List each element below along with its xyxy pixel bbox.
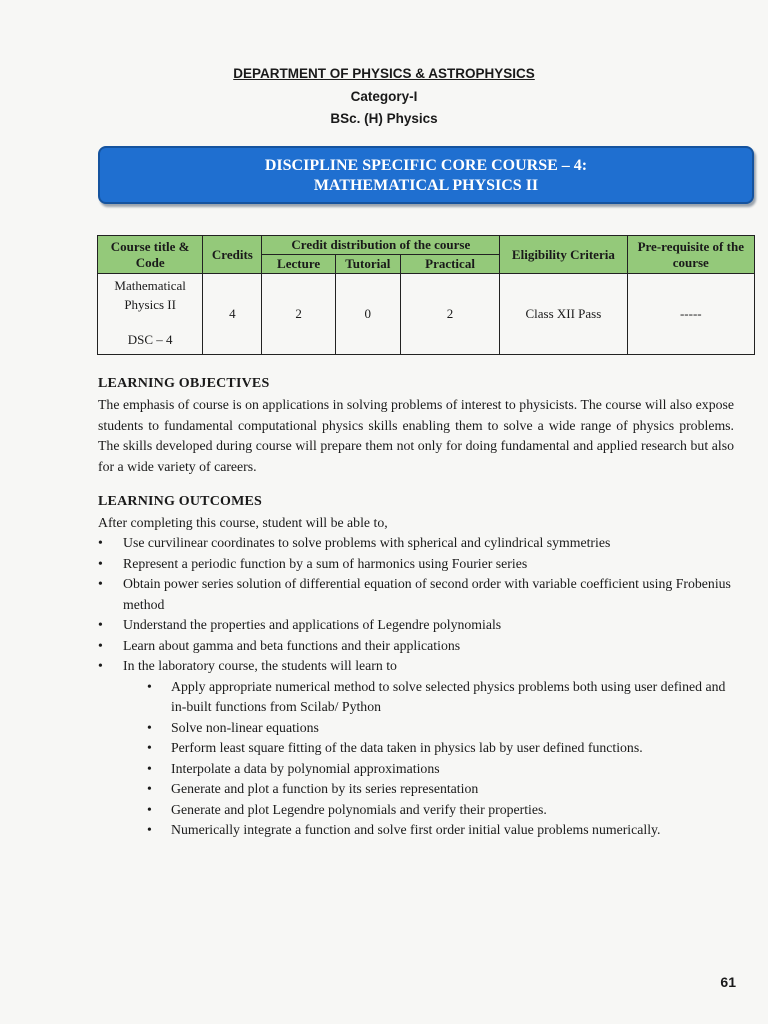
outcomes-list xyxy=(98,533,738,841)
lab-outcomes-list xyxy=(123,677,738,841)
course-table xyxy=(97,235,755,355)
category-heading: Category-I xyxy=(350,89,418,104)
list-item: • Use curvilinear coordinates to solve problems with spherical and cylindrical symmetries xyxy=(98,535,611,550)
list-item: • Interpolate a data by polynomial approximations xyxy=(147,760,440,776)
course-banner xyxy=(98,146,754,204)
outcomes-heading: LEARNING OUTCOMES xyxy=(98,494,263,509)
outcomes-intro: After completing this course, student will be able to, xyxy=(98,515,388,530)
course-code: DSC – 4 xyxy=(127,332,173,347)
list-item: • Numerically integrate a function and solve first order initial value problems numerically. xyxy=(147,822,661,837)
objectives-text: The emphasis of course is on applications in solving problems of interest to physicists. The course will also expose students to fundamental computational physics skills enabling them to solve a wide range of physics problems. The skills developed during course will prepare them not only for doing fundamental and applied research but also for a wide variety of careers. xyxy=(98,397,734,474)
header-eligibility: Eligibility Criteria xyxy=(500,236,627,274)
header-credits: Credits xyxy=(203,236,262,274)
header-course-title: Course title & Code xyxy=(98,236,203,274)
cell-practical: 2 xyxy=(400,274,499,355)
list-item: • Perform least square fitting of the data taken in physics lab by user defined functions. xyxy=(147,740,643,755)
list-item: • Apply appropriate numerical method to solve selected physics problems both using user defined and in-built functions from Scilab/ Python xyxy=(147,678,726,714)
table-row xyxy=(98,274,755,355)
header-lecture: Lecture xyxy=(262,255,335,274)
list-item: • Learn about gamma and beta functions and their applications xyxy=(98,637,461,653)
cell-eligibility: Class XII Pass xyxy=(500,274,627,355)
list-item: • Obtain power series solution of differential equation of second order with variable coefficient using Frobenius method xyxy=(98,576,731,612)
objectives-heading: LEARNING OBJECTIVES xyxy=(98,376,270,391)
cell-tutorial: 0 xyxy=(335,274,400,355)
cell-credits: 4 xyxy=(203,274,262,355)
list-item: • In the laboratory course, the students will learn to • Apply appropriate numerical method to solve selected physics problems both using user defined and in-built functions from Scilab/ Python • Solve non-linear equations • Perform least square fitting of the data taken in physics lab by user defined functions. • Interpolate a data by polynomial approximations • Generate and plot a function by its series representation • Generate and plot Legendre polynomials and verify their properties. • Numerically integrate a function and solve first order initial value problems numerically. xyxy=(98,656,738,841)
cell-lecture: 2 xyxy=(262,274,335,355)
page-number: 61 xyxy=(720,974,736,990)
banner-line-2: MATHEMATICAL PHYSICS II xyxy=(313,177,539,194)
banner-line-1: DISCIPLINE SPECIFIC CORE COURSE – 4: xyxy=(264,157,588,174)
list-item: • Generate and plot Legendre polynomials and verify their properties. xyxy=(147,801,547,817)
header-prerequisite: Pre-requisite of the course xyxy=(627,236,754,274)
list-item: • Understand the properties and applications of Legendre polynomials xyxy=(98,617,502,632)
list-item: • Solve non-linear equations xyxy=(147,719,319,735)
course-title: Mathematical Physics II xyxy=(114,278,186,312)
department-heading: DEPARTMENT OF PHYSICS & ASTROPHYSICS xyxy=(233,66,535,81)
list-item: • Represent a periodic function by a sum of harmonics using Fourier series xyxy=(98,555,528,571)
header-practical: Practical xyxy=(400,255,499,274)
cell-prerequisite: ----- xyxy=(627,274,754,355)
programme-heading: BSc. (H) Physics xyxy=(330,111,438,126)
header-credit-distribution: Credit distribution of the course xyxy=(262,236,500,255)
cell-course-title xyxy=(98,274,203,355)
list-item: • Generate and plot a function by its series representation xyxy=(147,781,479,796)
header-tutorial: Tutorial xyxy=(335,255,400,274)
